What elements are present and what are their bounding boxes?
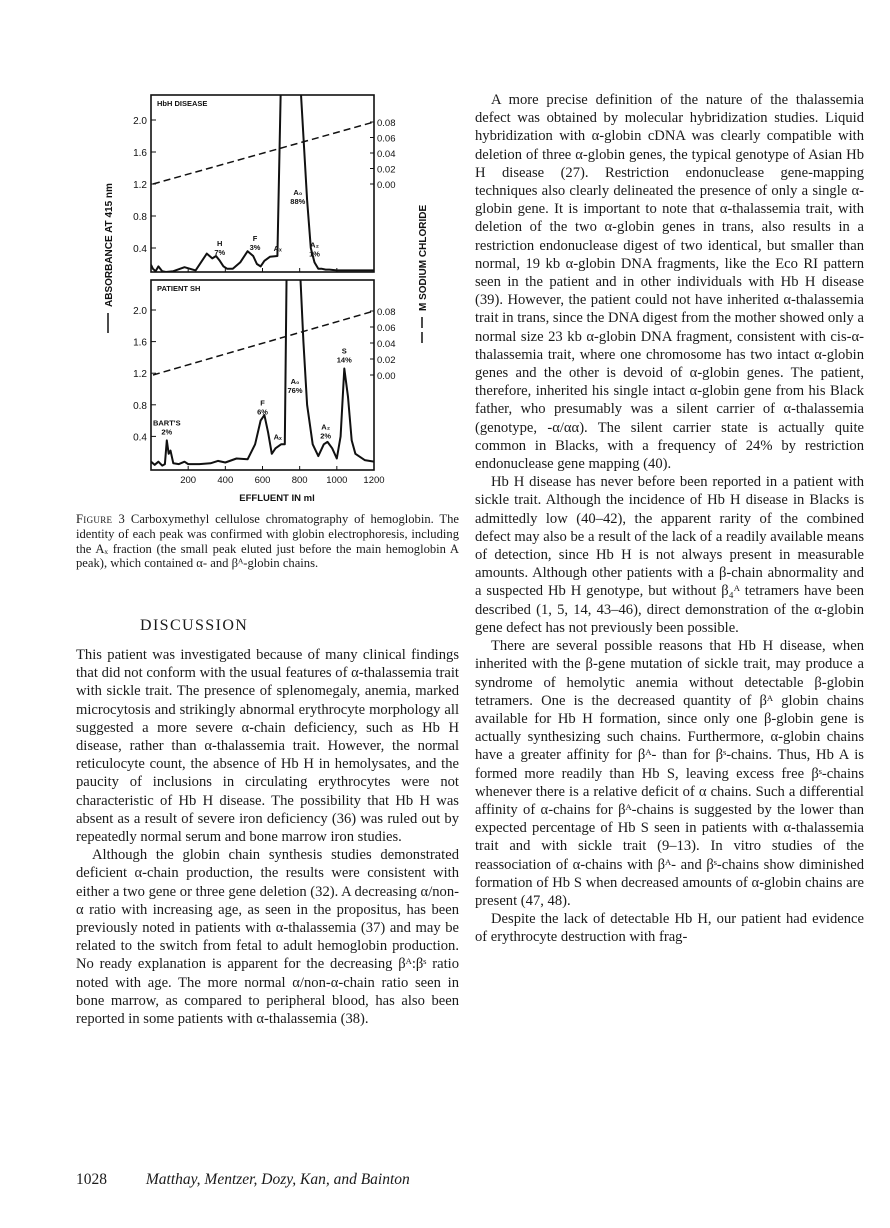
nacl-gradient-line xyxy=(153,122,374,184)
nacl-gradient-line xyxy=(153,311,374,375)
page-footer xyxy=(76,1171,410,1189)
chromatography-chart xyxy=(95,85,445,510)
peak-label: F xyxy=(260,398,265,408)
svg-text:0.08: 0.08 xyxy=(377,118,396,129)
svg-text:0.4: 0.4 xyxy=(133,432,147,444)
svg-text:HbH DISEASE: HbH DISEASE xyxy=(157,99,208,108)
svg-text:200: 200 xyxy=(180,475,197,486)
paragraph: Although the globin chain synthesis studies demonstrated deficient α-chain production, the results were consistent with either a two gene or three gene deletion (32). A decreasing α/non-α ratio with increasing age, as seen in the propositus, has been previously noted in patients with α-thalassemia (37) and may be related to the switch from fetal to adult hemoglobin production. No ready explanation is apparent for the decreasing βᴬ:βˢ ratio noted with age. The more normal α/non-α-chain ratio seen in bone marrow, as compared to peripheral blood, has also been reported in some patients with α-thalassemia (38). xyxy=(76,847,459,1028)
page-number: 1028 xyxy=(76,1171,107,1188)
svg-text:0.06: 0.06 xyxy=(377,133,396,145)
paragraph: Hb H disease has never before been reported in a patient with sickle trait. Although the incidence of Hb H disease in Blacks is admittedly low (40–42), the apparent rarity of the combined defect may also be a result of the lack of a readily available means of detection, since Hb H is not always present in measurable amounts. Although other patients with a β-chain abnormality and a suspected Hb H genotype, but without β₄ᴬ tetramers have been described (1, 5, 14, 43–46), direct demonstration of the α-globin gene defect has not previously been possible. xyxy=(475,474,864,636)
section-heading-discussion: DISCUSSION xyxy=(140,617,249,634)
peak-percent: 6% xyxy=(257,407,268,417)
svg-text:0.00: 0.00 xyxy=(377,371,396,382)
svg-text:PATIENT SH: PATIENT SH xyxy=(157,284,201,293)
peak-percent: 7% xyxy=(214,247,226,257)
svg-text:0.8: 0.8 xyxy=(133,212,147,223)
peak-label: BART'S xyxy=(152,418,181,428)
peak-percent: 76% xyxy=(287,385,303,395)
svg-text:0.08: 0.08 xyxy=(377,307,396,318)
left-column-text xyxy=(76,646,459,1028)
svg-text:M SODIUM CHLORIDE: M SODIUM CHLORIDE xyxy=(418,204,429,311)
svg-text:0.8: 0.8 xyxy=(133,400,147,412)
peak-label: Aₓ xyxy=(273,244,282,254)
caption-label: Figure 3 xyxy=(76,512,126,526)
running-authors: Matthay, Mentzer, Dozy, Kan, and Bainton xyxy=(145,1171,410,1188)
svg-text:600: 600 xyxy=(254,475,271,486)
figure-caption xyxy=(76,512,459,571)
peak-label: H xyxy=(217,238,223,248)
svg-text:400: 400 xyxy=(217,475,234,486)
peak-percent: 2% xyxy=(320,431,332,441)
peak-percent: 2% xyxy=(161,427,173,437)
y-axis-label-absorbance xyxy=(104,183,115,333)
right-column-text xyxy=(475,91,864,947)
peak-label: A₂ xyxy=(321,422,331,432)
svg-text:0.04: 0.04 xyxy=(377,149,396,160)
svg-text:1.6: 1.6 xyxy=(133,148,147,159)
svg-text:0.02: 0.02 xyxy=(377,355,396,366)
absorbance-curve xyxy=(151,85,374,272)
svg-text:0.00: 0.00 xyxy=(377,180,396,191)
paragraph: A more precise definition of the nature of the thalassemia defect was obtained by molecular hybridization studies. Liquid hybridization with α-globin cDNA was clearly compatible with deletion of three α-globin genes, the typical genotype of Asian Hb H disease (27). Restriction endonuclease gene-mapping techniques also clearly delineated the presence of only a single α-globin gene. It is important to note that α-thalassemia trait, with deletion of the two α-globin genes in trans, also results in a restriction endonuclease digest of two identical, but smaller than normal, 19 kb α-globin DNA fragments, like the Eco RI pattern seen in the patient and in other individuals with Hb H disease (39). However, the patient could not have inherited α-thalassemia trait in trans, since the DNA digest from the mother showed only a normal size 23 kb α-globin DNA fragment, consistent with cis-α-thalassemia trait, where one chromosome has two intact α-globin genes and the other is devoid of α-globin genes. The patient, therefore, inherited his single intact α-globin gene from his Black father, who presumably was a silent carrier of α-thalassemia (genotype, -α/αα). The silent carrier state is actually quite common in Blacks, with a frequency of 24% by restriction endonuclease gene mapping (40). xyxy=(475,92,864,473)
chromatography-figure xyxy=(95,85,445,510)
svg-text:0.02: 0.02 xyxy=(377,164,396,176)
paragraph: This patient was investigated because of many clinical findings that did not conform with the usual features of α-thalassemia trait with sickle trait. The presence of splenomegaly, anemia, marked microcytosis and strikingly abnormal erythrocyte morphology all suggested a more severe α-chain deficiency, such as Hb H disease, rather than α-thalassemia trait. However, the normal reticulocyte count, the absence of Hb H in hemolysates, and the paucity of inclusions in circulating erythrocytes were not characteristic of Hb H disease. The possibility that Hb H was absent as a result of severe iron deficiency (36) was ruled out by repeatedly normal serum and bone marrow iron studies. xyxy=(76,647,459,846)
y2-axis-label-nacl xyxy=(418,205,429,343)
peak-percent: 14% xyxy=(336,355,352,365)
paragraph: There are several possible reasons that Hb H disease, when inherited with the β-gene mutation of sickle trait, may produce a syndrome of hemolytic anemia without detectable β-globin tetramers. One is the decreased quantity of βᴬ globin chains available for Hb H formation, since only one β-globin gene is actually synthesizing such chains. Furthermore, α-globin chains have a greater affinity for βᴬ- than for βˢ-chains. Thus, Hb A is formed more readily than Hb S, leaving excess free βˢ-chains whenever there is a relative deficit of α chains. Such a differential affinity of α-chains for βᴬ-chains is suggested by the lower than expected percentage of Hb S seen in patients with α-thalassemia trait and with sickle trait (9–13). In vitro studies of the reassociation of α-chains with βᴬ- and βˢ-chains show diminished formation of Hb S when decreased amounts of α-globin chains are present (47, 48). xyxy=(475,638,864,909)
chart-panel-2 xyxy=(133,263,395,486)
peak-label: F xyxy=(252,234,258,243)
svg-text:0.4: 0.4 xyxy=(133,244,147,255)
svg-text:800: 800 xyxy=(291,475,308,486)
caption-text: Carboxymethyl cellulose chromatography of hemoglobin. The identity of each peak was confirmed with globin electrophoresis, including the Aₓ fraction (the small peak eluted just before the main hemoglobin A peak), which contained α- and βᴬ-globin chains. xyxy=(76,512,459,571)
paragraph: Despite the lack of detectable Hb H, our patient had evidence of erythrocyte destruction with frag- xyxy=(475,911,864,946)
svg-text:1.2: 1.2 xyxy=(133,369,147,381)
svg-text:1000: 1000 xyxy=(326,475,348,486)
x-axis-label: EFFLUENT IN ml xyxy=(239,493,315,504)
svg-text:1.6: 1.6 xyxy=(133,337,147,349)
svg-text:1200: 1200 xyxy=(363,475,385,486)
svg-text:2.0: 2.0 xyxy=(133,116,147,127)
peak-percent: 88% xyxy=(290,197,306,206)
svg-text:2.0: 2.0 xyxy=(133,306,147,317)
peak-label: S xyxy=(341,346,347,356)
peak-label: Aₓ xyxy=(273,432,282,442)
peak-percent: 1% xyxy=(309,249,320,259)
svg-text:ABSORBANCE AT 415 nm: ABSORBANCE AT 415 nm xyxy=(104,183,115,307)
svg-text:1.2: 1.2 xyxy=(133,180,147,191)
peak-label: A₂ xyxy=(310,240,319,250)
svg-text:0.04: 0.04 xyxy=(377,339,396,350)
peak-label: A₀ xyxy=(293,188,303,197)
peak-label: A₀ xyxy=(290,376,300,386)
peak-percent: 3% xyxy=(249,243,261,252)
chart-panel-1 xyxy=(133,85,395,272)
svg-text:0.06: 0.06 xyxy=(377,323,396,334)
